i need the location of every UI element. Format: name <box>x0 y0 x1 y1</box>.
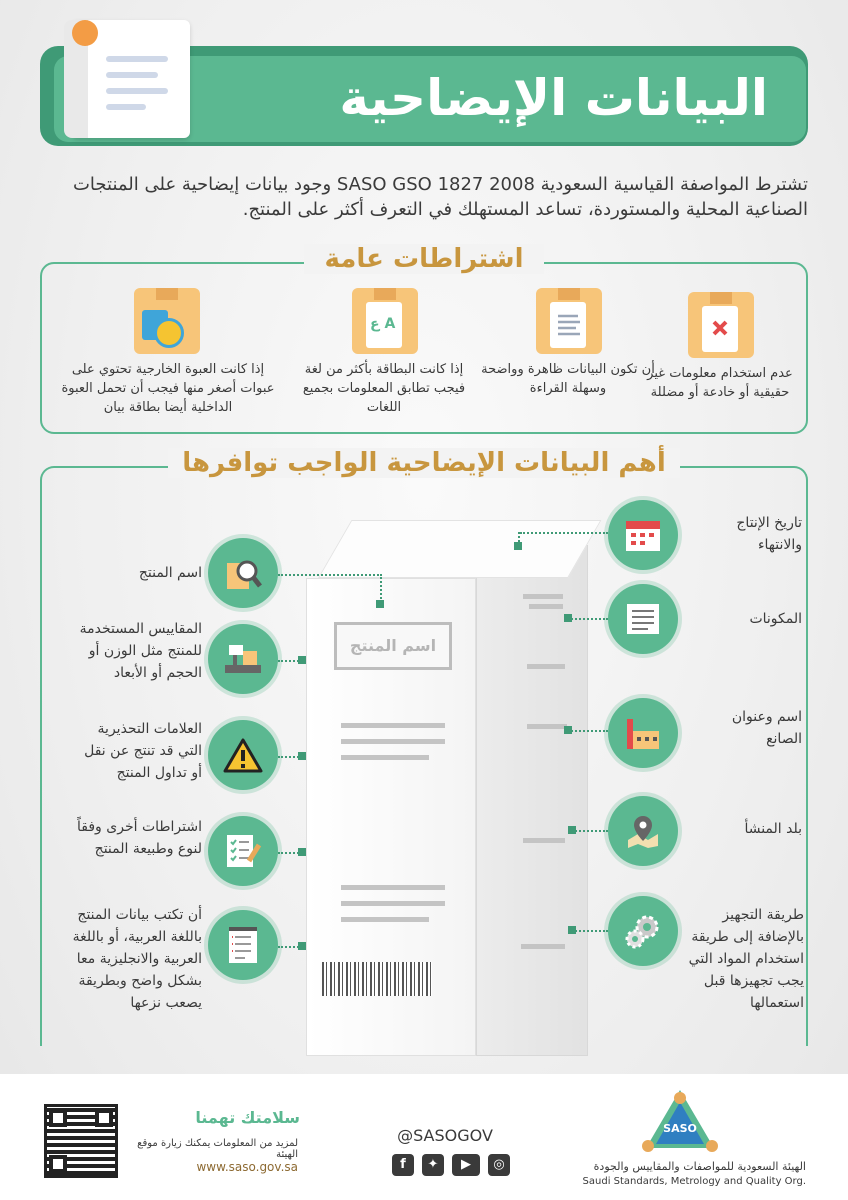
general-requirements-title: اشتراطات عامة <box>304 244 544 274</box>
youtube-icon[interactable]: ▶ <box>452 1154 480 1176</box>
general-item-3: إذا كانت البطاقة بأكثر من لغة فيجب تطابق المعلومات بجميع اللغات <box>302 362 466 415</box>
page-title: البيانات الإيضاحية <box>339 69 768 127</box>
general-item-4: إذا كانت العبوة الخارجية تحتوي على عبوات أصغر منها فيجب أن تحمل العبوة الداخلية أيضا بطاقة بيان <box>61 362 275 415</box>
other-requirements-label: اشتراطات أخرى وفقاً لنوع وطبيعة المنتج <box>77 819 202 857</box>
general-item-2: أن تكون البيانات ظاهرة وواضحة وسهلة القراءة <box>481 362 655 396</box>
measurements-label: المقاييس المستخدمة للمنتج مثل الوزن أو الحجم أو الأبعاد <box>79 621 202 681</box>
product-name-label: اسم المنتج <box>334 622 452 670</box>
org-name-english: Saudi Standards, Metrology and Quality Org. <box>582 1176 806 1187</box>
intro-text: تشترط المواصفة القياسية السعودية SASO GSO 1827 2008 وجود بيانات إيضاحية على المنتجات الصناعية المحلية والمستوردة، تساعد المستهلك في التعرف أكثر على المنتج. <box>72 174 808 220</box>
general-item-1: عدم استخدام معلومات غير حقيقية أو خادعة أو مضللة <box>647 366 793 400</box>
checklist-icon <box>208 816 278 886</box>
product-box-top <box>318 520 601 578</box>
gears-icon <box>608 896 678 966</box>
country-of-origin-label: بلد المنشأ <box>744 821 802 837</box>
location-pin-icon <box>608 796 678 866</box>
factory-icon <box>608 698 678 768</box>
ingredients-label: المكونات <box>749 611 802 627</box>
document-lines-icon <box>208 910 278 980</box>
box-package-icon <box>134 288 200 354</box>
org-name-arabic: الهيئة السعودية للمواصفات والمقاييس والجودة <box>593 1160 806 1173</box>
facebook-icon[interactable]: f <box>392 1154 414 1176</box>
instagram-icon[interactable]: ◎ <box>488 1154 510 1176</box>
saso-logo <box>640 1086 720 1156</box>
scale-icon <box>208 624 278 694</box>
qr-code[interactable] <box>44 1104 118 1178</box>
box-language-icon: ع A <box>352 288 418 354</box>
box-document-icon <box>536 288 602 354</box>
website-link[interactable]: www.saso.gov.sa <box>196 1160 298 1174</box>
social-icons <box>392 1154 510 1176</box>
barcode <box>322 962 432 996</box>
warning-icon <box>208 720 278 790</box>
more-info-text: لمزيد من المعلومات يمكنك زيارة موقع الهيئة <box>137 1138 298 1160</box>
slogan: سلامتك تهمنا <box>195 1108 300 1127</box>
important-data-title: أهم البيانات الإيضاحية الواجب توافرها <box>168 448 680 478</box>
manufacturer-label: اسم وعنوان الصانع <box>731 709 802 747</box>
connector <box>520 532 608 534</box>
language-requirement-label: أن تكتب بيانات المنتج باللغة العربية، أو باللغة العربية والانجليزية معا بشكل واضح وبطريقة يصعب نزعها <box>72 907 202 1011</box>
product-name-text: اسم المنتج <box>138 565 202 581</box>
preparation-label: طريقة التجهيز بالإضافة إلى طريقة استخدام المواد التي يجب تجهيزها قبل استعمالها <box>688 907 804 1011</box>
calendar-icon <box>608 500 678 570</box>
box-cross-icon <box>688 292 754 358</box>
social-handle[interactable]: @SASOGOV <box>397 1126 493 1145</box>
logo-text: SASO <box>663 1122 697 1135</box>
magnifier-icon <box>208 538 278 608</box>
warning-signs-label: العلامات التحذيرية التي قد تنتج عن نقل أو تداول المنتج <box>84 721 202 781</box>
twitter-icon[interactable]: ✦ <box>422 1154 444 1176</box>
document-icon <box>72 20 190 138</box>
production-expiry-label: تاريخ الإنتاج والانتهاء <box>736 515 802 553</box>
list-icon <box>608 584 678 654</box>
